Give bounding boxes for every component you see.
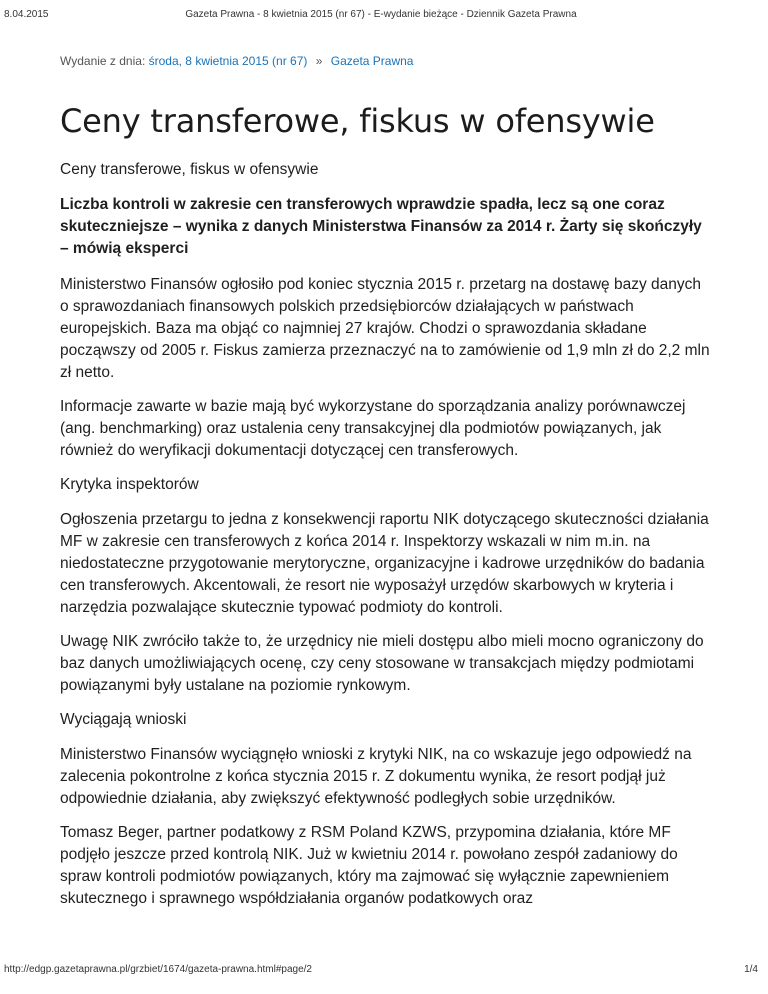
issue-link[interactable]: środa, 8 kwietnia 2015 (nr 67): [148, 54, 308, 68]
article-paragraph: Informacje zawarte w bazie mają być wykorzystane do sporządzania analizy porównawczej (ang. benchmarking) oraz ustalenia ceny transakcyjnej dla podmiotów powiązanych, jak również do weryfikacji dokumentacji dotyczącej cen transferowych.: [60, 398, 686, 459]
breadcrumb: [60, 54, 710, 68]
print-page-title: Gazeta Prawna - 8 kwietnia 2015 (nr 67) - E-wydanie bieżące - Dziennik Gazeta Prawna: [185, 9, 577, 20]
article-paragraph: Ministerstwo Finansów wyciągnęło wnioski z krytyki NIK, na co wskazuje jego odpowiedź na zalecenia pokontrolne z końca stycznia 2015 r. Z dokumentu wynika, że resort podjął już odpowiednie działania, aby zwiększyć efektywność podległych sobie urzędników.: [60, 746, 692, 807]
article-lead: Liczba kontroli w zakresie cen transferowych wprawdzie spadła, lecz są one coraz skuteczniejsze – wynika z danych Ministerstwa Finansów za 2014 r. Żarty się skończyły – mówią eksperci: [60, 196, 702, 257]
print-date: 8.04.2015: [4, 9, 49, 20]
section-heading: Krytyka inspektorów: [60, 476, 199, 493]
publication-link[interactable]: Gazeta Prawna: [330, 54, 414, 68]
article-paragraph: Ministerstwo Finansów ogłosiło pod koniec stycznia 2015 r. przetarg na dostawę bazy danych o sprawozdaniach finansowych polskich przedsiębiorców działających w państwach europejskich. Baza ma objąć co najmniej 27 krajów. Chodzi o sprawozdania składane począwszy od 2005 r. Fiskus zamierza przeznaczyć na to zamówienie od 1,9 mln zł do 2,2 mln zł netto.: [60, 276, 710, 381]
breadcrumb-prefix: Wydanie z dnia:: [60, 54, 146, 68]
print-header: [4, 9, 758, 23]
article-content: [60, 54, 710, 922]
article-title: Ceny transferowe, fiskus w ofensywie: [60, 102, 655, 140]
section-heading: Wyciągają wnioski: [60, 711, 187, 728]
page-counter: 1/4: [744, 964, 758, 975]
breadcrumb-separator: »: [315, 54, 323, 68]
print-footer: [4, 964, 758, 978]
article-subtitle: Ceny transferowe, fiskus w ofensywie: [60, 161, 319, 178]
print-url: http://edgp.gazetaprawna.pl/grzbiet/1674/gazeta-prawna.html#page/2: [4, 964, 312, 975]
article-paragraph: Ogłoszenia przetargu to jedna z konsekwencji raportu NIK dotyczącego skuteczności działania MF w zakresie cen transferowych z końca 2014 r. Inspektorzy wskazali w nim m.in. na niedostateczne przygotowanie merytoryczne, organizacyjne i kadrowe urzędników do badania cen transferowych. Akcentowali, że resort nie wyposażył urzędów skarbowych w kryteria i narzędzia pozwalające skutecznie typować podmioty do kontroli.: [60, 511, 709, 616]
article-paragraph: Uwagę NIK zwróciło także to, że urzędnicy nie mieli dostępu albo mieli mocno ograniczony do baz danych umożliwiających ocenę, czy ceny stosowane w transakcjach między podmiotami powiązanymi były ustalane na poziomie rynkowym.: [60, 633, 704, 694]
article-paragraph: Tomasz Beger, partner podatkowy z RSM Poland KZWS, przypomina działania, które MF podjęło jeszcze przed kontrolą NIK. Już w kwietniu 2014 r. powołano zespół zadaniowy do spraw kontroli podmiotów powiązanych, który ma zajmować się wyłącznie zapewnieniem skutecznego i sprawnego współdziałania organów podatkowych oraz: [60, 824, 678, 907]
